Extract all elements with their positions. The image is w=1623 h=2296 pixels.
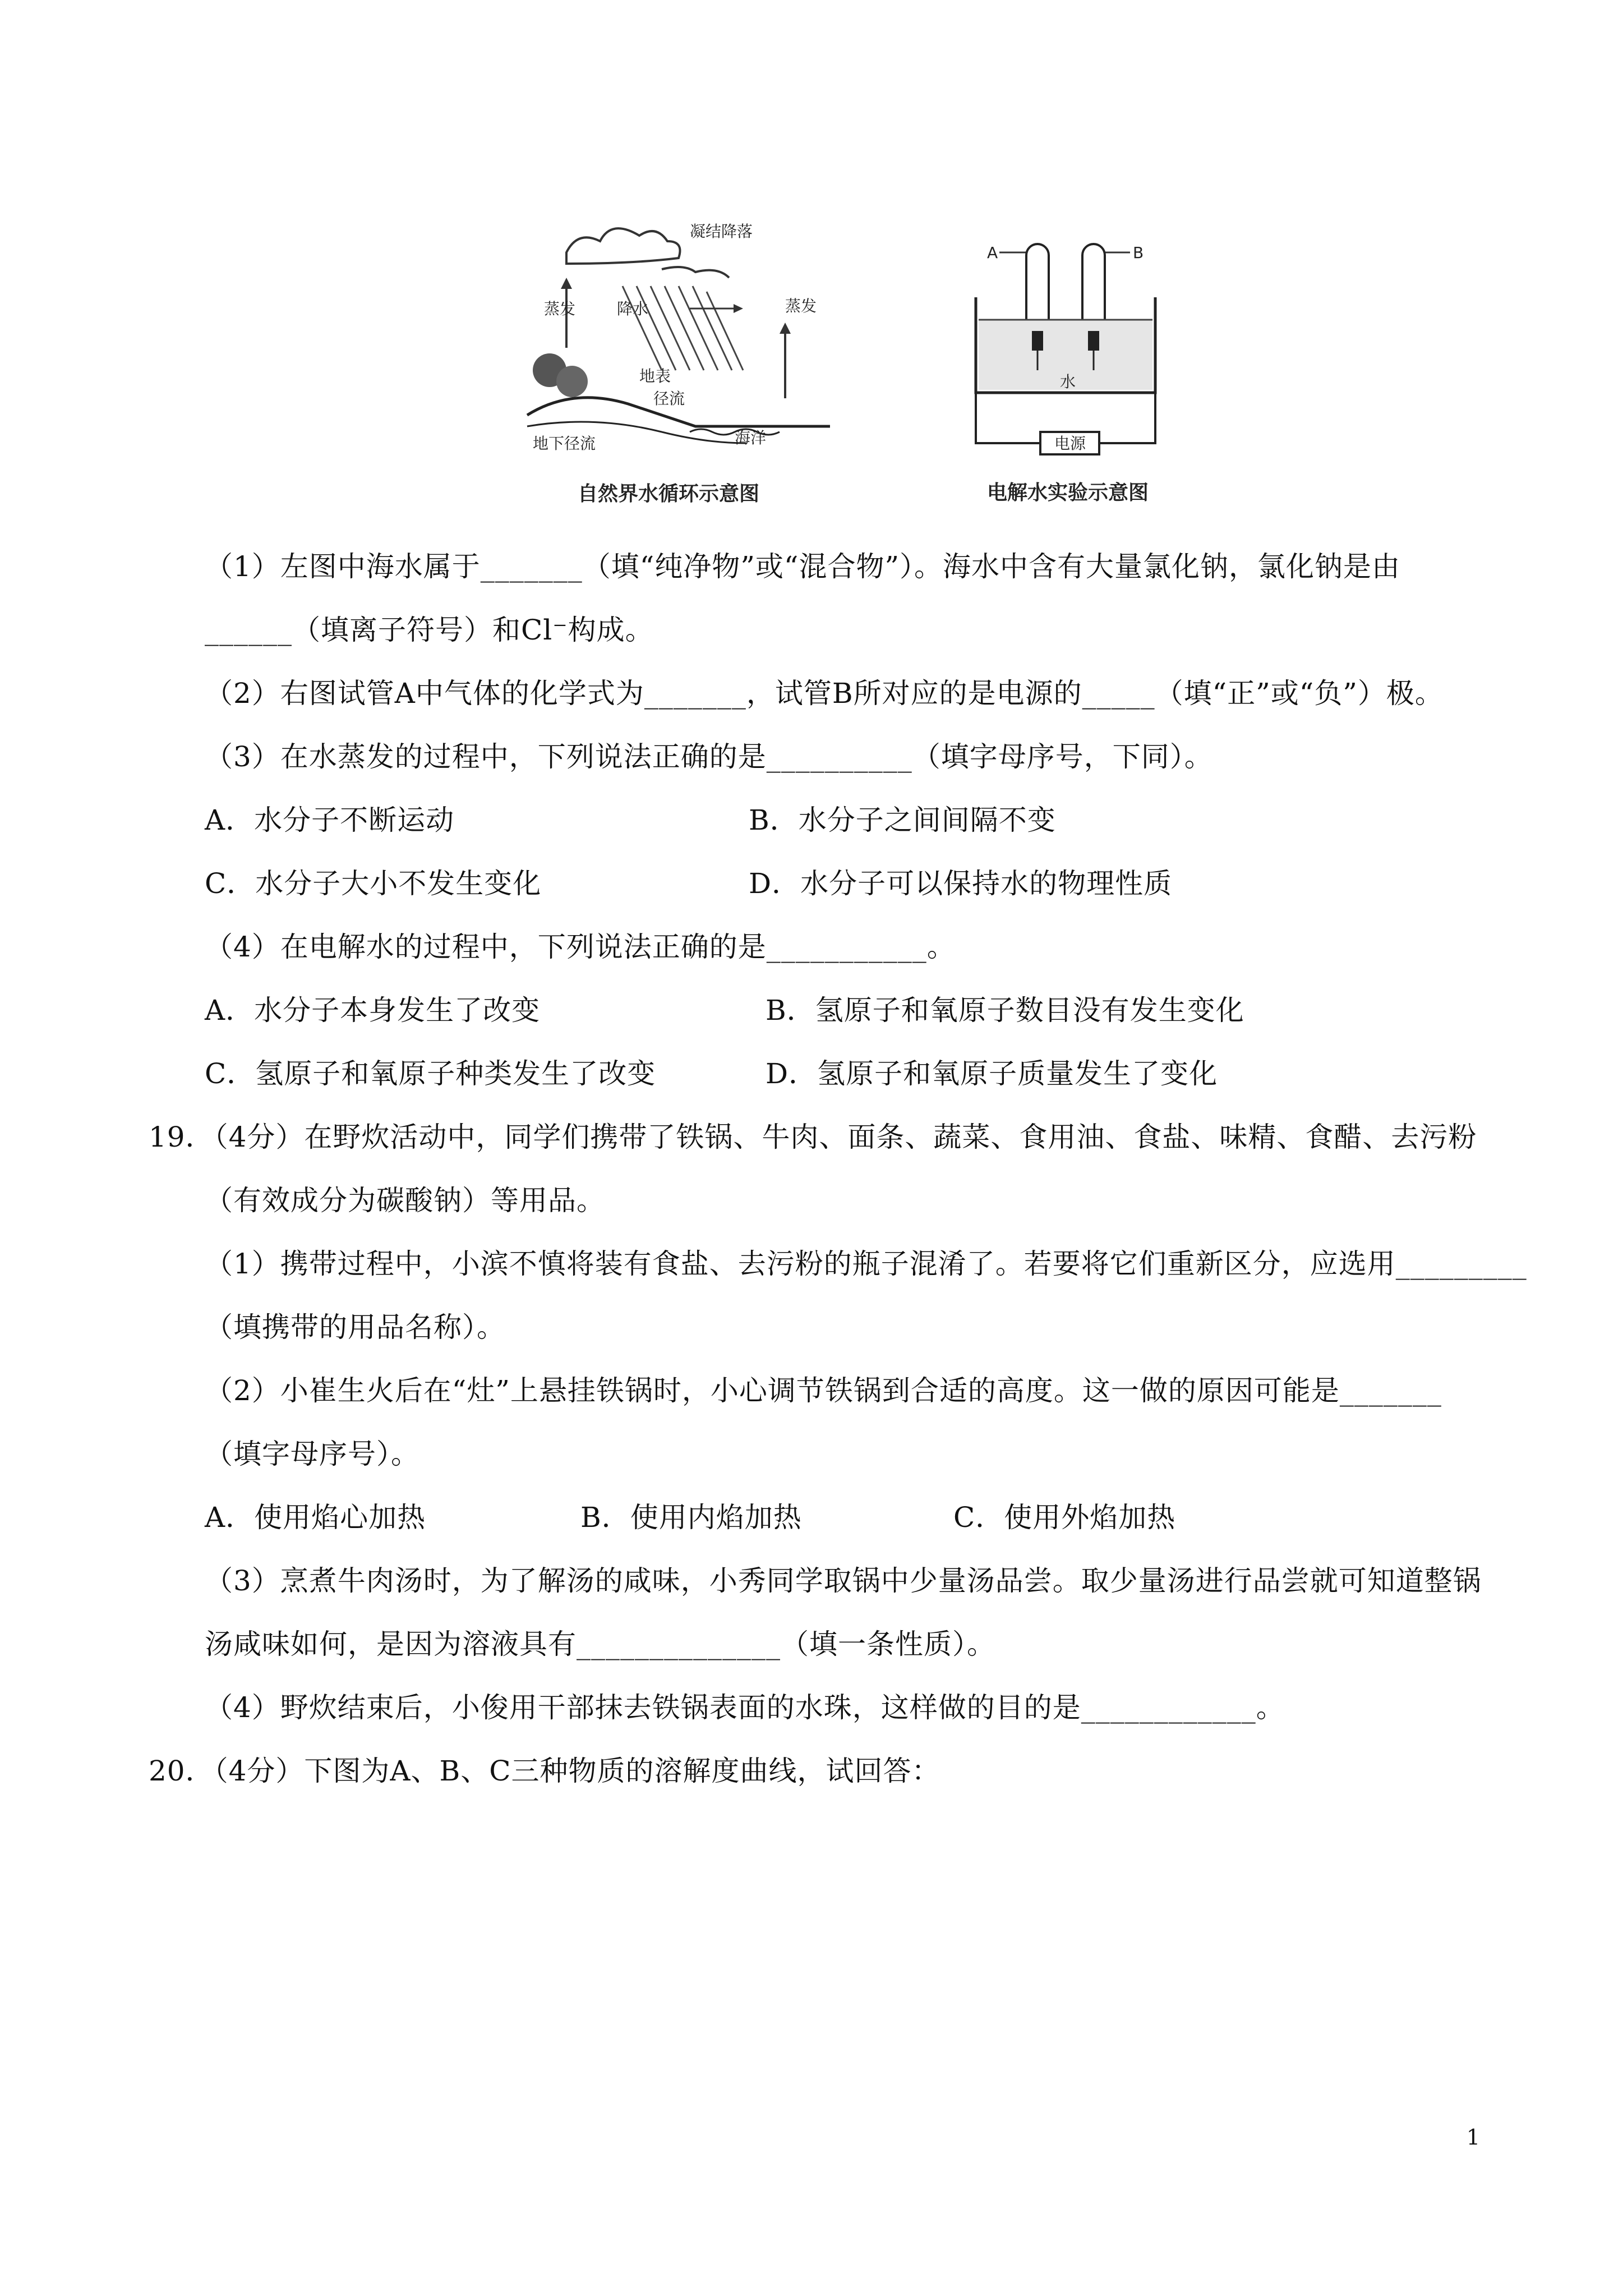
q20-stem: 20．（4分）下图为A、B、C三种物质的溶解度曲线，试回答： <box>149 1755 940 1787</box>
q18-1-line1: （1）左图中海水属于_______（填“纯净物”或“混合物”）。海水中含有大量氯化钠，氯化钠是由 <box>205 550 1401 583</box>
q19-stem-line1: 19．（4分）在野炊活动中，同学们携带了铁锅、牛肉、面条、蔬菜、食用油、食盐、味精、食醋、去污粉 <box>149 1121 1477 1153</box>
electrolysis-caption: 电解水实验示意图 <box>987 481 1149 504</box>
q19-1-line1: （1）携带过程中，小滨不慎将装有食盐、去污粉的瓶子混淆了。若要将它们重新区分，应选用_________ <box>205 1248 1527 1280</box>
q19-2-line1: （2）小崔生火后在“灶”上悬挂铁锅时，小心调节铁锅到合适的高度。这一做的原因可能是_______ <box>205 1374 1442 1407</box>
water-cycle-label-surface: 地表 <box>639 367 671 385</box>
q18-2: （2）右图试管A中气体的化学式为_______，试管B所对应的是电源的_____（填“正”或“负”）极。 <box>205 677 1444 710</box>
water-cycle-figure <box>522 213 836 471</box>
q19-2-option-a: A．使用焰心加热 <box>205 1501 426 1534</box>
q18-4-option-d: D．氢原子和氧原子质量发生了变化 <box>766 1057 1218 1090</box>
page-number: 1 <box>1466 2125 1480 2150</box>
water-cycle-label-groundwater: 地下径流 <box>533 434 596 453</box>
water-cycle-label-precipitation: 降水 <box>617 300 649 318</box>
q19-4: （4）野炊结束后，小俊用干部抹去铁锅表面的水珠，这样做的目的是____________。 <box>205 1691 1285 1724</box>
q18-4: （4）在电解水的过程中，下列说法正确的是___________。 <box>205 931 956 963</box>
q18-3-option-a: A．水分子不断运动 <box>205 804 455 836</box>
q18-3-option-c: C．水分子大小不发生变化 <box>205 867 542 900</box>
q18-4-option-b: B．氢原子和氧原子数目没有发生变化 <box>766 994 1244 1027</box>
q18-4-option-c: C．氢原子和氧原子种类发生了改变 <box>205 1057 656 1090</box>
q19-1-line2: （填携带的用品名称）。 <box>205 1311 505 1343</box>
q19-3-line2: 汤咸味如何，是因为溶液具有______________（填一条性质）。 <box>205 1628 995 1660</box>
q19-stem-line2: （有效成分为碳酸钠）等用品。 <box>205 1184 605 1217</box>
electrolysis-figure <box>965 224 1178 471</box>
tube-b-label: B <box>1133 243 1144 262</box>
q19-3-line1: （3）烹煮牛肉汤时，为了解汤的咸味，小秀同学取锅中少量汤品尝。取少量汤进行品尝就可知道整锅 <box>205 1565 1482 1597</box>
q19-2-line2: （填字母序号）。 <box>205 1438 419 1470</box>
q18-3-option-b: B．水分子之间间隔不变 <box>749 804 1056 836</box>
q18-4-option-a: A．水分子本身发生了改变 <box>205 994 541 1027</box>
water-cycle-label-evaporate-right: 蒸发 <box>785 297 817 315</box>
water-label: 水 <box>1060 372 1076 391</box>
water-cycle-label-ocean: 海洋 <box>735 429 767 447</box>
q18-3-option-d: D．水分子可以保持水的物理性质 <box>749 867 1173 900</box>
water-cycle-label-condense: 凝结降落 <box>690 222 753 241</box>
q19-2-option-c: C．使用外焰加热 <box>953 1501 1176 1534</box>
q18-1-line2: ______（填离子符号）和Cl⁻构成。 <box>205 614 654 646</box>
water-cycle-caption: 自然界水循环示意图 <box>578 482 760 505</box>
q19-2-option-b: B．使用内焰加热 <box>580 1501 802 1534</box>
water-cycle-label-runoff: 径流 <box>653 389 685 408</box>
power-source-label: 电源 <box>1054 434 1086 453</box>
tube-a-label: A <box>987 243 998 262</box>
water-cycle-label-evaporate-left: 蒸发 <box>544 300 576 318</box>
q18-3: （3）在水蒸发的过程中，下列说法正确的是__________（填字母序号，下同）。 <box>205 740 1213 773</box>
